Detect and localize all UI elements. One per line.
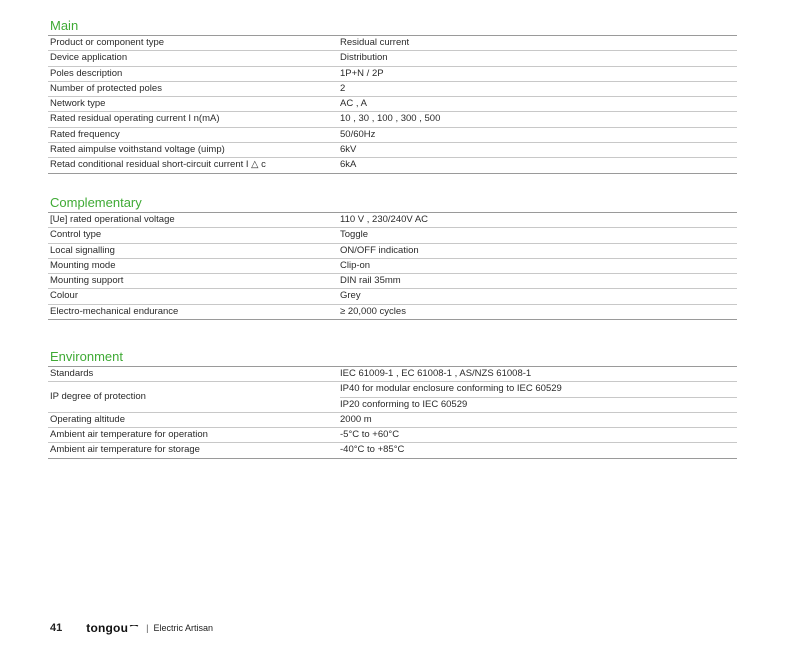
section-complementary — [48, 195, 737, 320]
table-row — [48, 228, 737, 243]
spec-value: 2 — [340, 82, 346, 94]
table-row — [48, 274, 737, 289]
section-main — [48, 18, 737, 174]
table-row — [48, 97, 737, 112]
spec-label: Control type — [50, 229, 102, 241]
brand-name: tongou — [86, 621, 129, 635]
table-row — [48, 82, 737, 97]
logo-mark-icon — [129, 625, 139, 632]
spec-value: 110 V , 230/240V AC — [340, 214, 429, 225]
section-title-environment: Environment — [48, 349, 737, 367]
spec-label: Rated aimpulse voithstand voltage (uimp) — [50, 144, 225, 156]
table-row — [48, 367, 737, 382]
spec-value: Toggle — [340, 229, 368, 241]
spec-label: [Ue] rated operational voltage — [50, 214, 175, 225]
spec-value: 1P+N / 2P — [340, 67, 384, 79]
section-environment — [48, 349, 737, 459]
spec-value: Distribution — [340, 52, 388, 64]
spec-label: Device application — [50, 52, 128, 64]
table-row — [48, 36, 737, 51]
section-title-complementary: Complementary — [48, 195, 737, 213]
table-row — [48, 244, 737, 259]
footer-separator: | — [146, 623, 149, 633]
table-row — [48, 143, 737, 158]
brand-logo — [86, 621, 140, 635]
spec-label: Ambient air temperature for operation — [50, 429, 208, 441]
spec-value: IP40 for modular enclosure conforming to IEC 60529 — [340, 382, 737, 397]
spec-value: Residual current — [340, 37, 410, 48]
spec-value: 6kV — [340, 144, 357, 156]
page-footer — [50, 621, 213, 635]
spec-label: Poles description — [50, 67, 123, 79]
spec-label: Mounting support — [50, 275, 124, 287]
table-row-group — [48, 382, 737, 413]
table-row — [48, 259, 737, 274]
spec-label: Operating altitude — [50, 413, 125, 425]
spec-label: Mounting mode — [50, 259, 116, 271]
table-row — [48, 413, 737, 428]
page-number: 41 — [50, 622, 63, 634]
spec-label: Rated residual operating current I n(mA) — [50, 113, 220, 125]
spec-value: DIN rail 35mm — [340, 275, 401, 287]
spec-value: -40°C to +85°C — [340, 444, 405, 456]
spec-label: Standards — [50, 368, 94, 379]
spec-value: IP20 conforming to IEC 60529 — [340, 398, 468, 410]
spec-value: 2000 m — [340, 413, 372, 425]
table-row — [48, 112, 737, 127]
section-title-main: Main — [48, 18, 737, 36]
spec-label: Product or component type — [50, 37, 165, 48]
table-row — [48, 289, 737, 304]
spec-label: Colour — [50, 290, 78, 302]
spec-label: Electro-mechanical endurance — [50, 305, 179, 317]
table-row — [48, 67, 737, 82]
spec-value: 10 , 30 , 100 , 300 , 500 — [340, 113, 441, 125]
spec-value: ON/OFF indication — [340, 244, 419, 256]
spec-value: Grey — [340, 290, 361, 302]
spec-value: Clip-on — [340, 259, 371, 271]
spec-value: AC , A — [340, 98, 367, 110]
spec-label: Network type — [50, 98, 106, 110]
spec-label: Rated frequency — [50, 128, 120, 140]
table-row — [48, 305, 737, 320]
spec-label: Ambient air temperature for storage — [50, 444, 200, 456]
spec-label: Retad conditional residual short-circuit current I △ c — [50, 159, 266, 171]
table-row — [48, 213, 737, 228]
table-row — [48, 428, 737, 443]
table-row — [48, 158, 737, 173]
spec-values — [340, 382, 737, 412]
spec-label: Local signalling — [50, 244, 115, 256]
footer-tagline: Electric Artisan — [153, 623, 213, 633]
table-row — [48, 443, 737, 458]
spec-value: -5°C to +60°C — [340, 429, 400, 441]
table-row — [48, 128, 737, 143]
spec-value: ≥ 20,000 cycles — [340, 305, 406, 317]
table-row — [48, 51, 737, 66]
spec-value: 50/60Hz — [340, 128, 376, 140]
spec-value: IEC 61009-1 , EC 61008-1 , AS/NZS 61008-1 — [340, 368, 532, 379]
spec-label: IP degree of protection — [50, 390, 146, 402]
spec-label: Number of protected poles — [50, 82, 162, 94]
spec-value: 6kA — [340, 159, 357, 171]
